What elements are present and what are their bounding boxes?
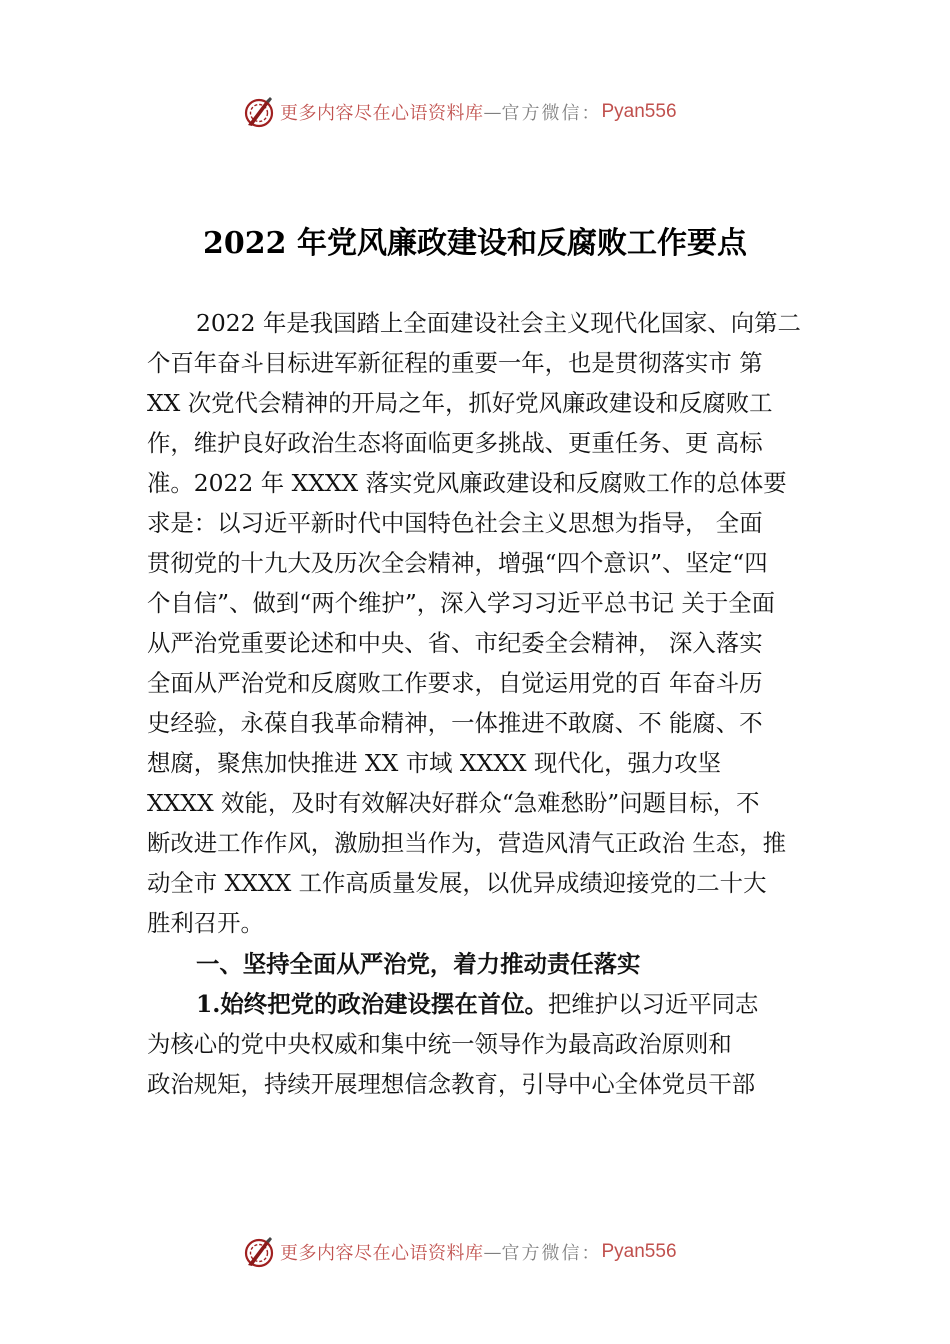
subsection-line: 为核心的党中央权威和集中统一领导作为最高政治原则和 <box>147 1030 732 1058</box>
banner-wechat-label: 官方微信： <box>501 1243 602 1264</box>
banner-wechat-label: 官方微信： <box>501 103 602 124</box>
paragraph-line: 作，维护良好政治生态将面临更多挑战、更重任务、更 高标 <box>147 429 763 457</box>
subsection-line: 政治规矩，持续开展理想信念教育，引导中心全体党员干部 <box>147 1070 756 1098</box>
paragraph-line: 全面从严治党和反腐败工作要求，自觉运用党的百 年奋斗历 <box>147 669 763 697</box>
paragraph-line: 个百年奋斗目标进军新征程的重要一年，也是贯彻落实市 第 <box>147 349 763 377</box>
subsection-title: 1.始终把党的政治建设摆在首位。 <box>196 990 548 1018</box>
banner-separator: — <box>483 101 502 123</box>
banner-wechat-id: Pyan556 <box>601 1241 677 1262</box>
footer-banner <box>0 1232 950 1272</box>
paragraph-line: 贯彻党的十九大及历次全会精神，增强“四个意识”、坚定“四 <box>147 549 768 577</box>
subsection-first-line <box>196 984 758 1024</box>
paragraph-line: 求是：以习近平新时代中国特色社会主义思想为指导， 全面 <box>147 509 763 537</box>
paragraph-line: XXXX 效能，及时有效解决好群众“急难愁盼”问题目标，不 <box>147 789 760 817</box>
paragraph-line: 断改进工作作风，激励担当作为，营造风清气正政治 生态，推 <box>147 829 786 857</box>
paragraph-line: 从严治党重要论述和中央、省、市纪委全会精神， 深入落实 <box>147 629 763 657</box>
banner-text: 更多内容尽在心语资料库 <box>280 1243 484 1264</box>
banner-separator: — <box>483 1241 502 1263</box>
paragraph-line: 2022 年是我国踏上全面建设社会主义现代化国家、向第二 <box>196 309 801 337</box>
subsection-line: 把维护以习近平同志 <box>547 990 759 1018</box>
paragraph-line: 胜利召开。 <box>147 909 264 937</box>
banner-text: 更多内容尽在心语资料库 <box>280 103 484 124</box>
library-logo-icon <box>242 95 276 129</box>
document-title: 2022 年党风廉政建设和反腐败工作要点 <box>203 226 747 261</box>
section-heading: 一、坚持全面从严治党，着力推动责任落实 <box>196 950 641 978</box>
library-logo-icon <box>242 1235 276 1269</box>
banner-wechat-id: Pyan556 <box>601 101 677 122</box>
paragraph-line: 动全市 XXXX 工作高质量发展，以优异成绩迎接党的二十大 <box>147 869 767 897</box>
paragraph-line: 个自信”、做到“两个维护”，深入学习习近平总书记 关于全面 <box>147 589 776 617</box>
paragraph-line: 史经验，永葆自我革命精神，一体推进不敢腐、不 能腐、不 <box>147 709 763 737</box>
header-banner <box>0 92 950 132</box>
paragraph-line: 准。2022 年 XXXX 落实党风廉政建设和反腐败工作的总体要 <box>147 469 787 497</box>
paragraph-line: XX 次党代会精神的开局之年，抓好党风廉政建设和反腐败工 <box>147 389 773 417</box>
paragraph-line: 想腐，聚焦加快推进 XX 市域 XXXX 现代化，强力攻坚 <box>147 749 722 777</box>
